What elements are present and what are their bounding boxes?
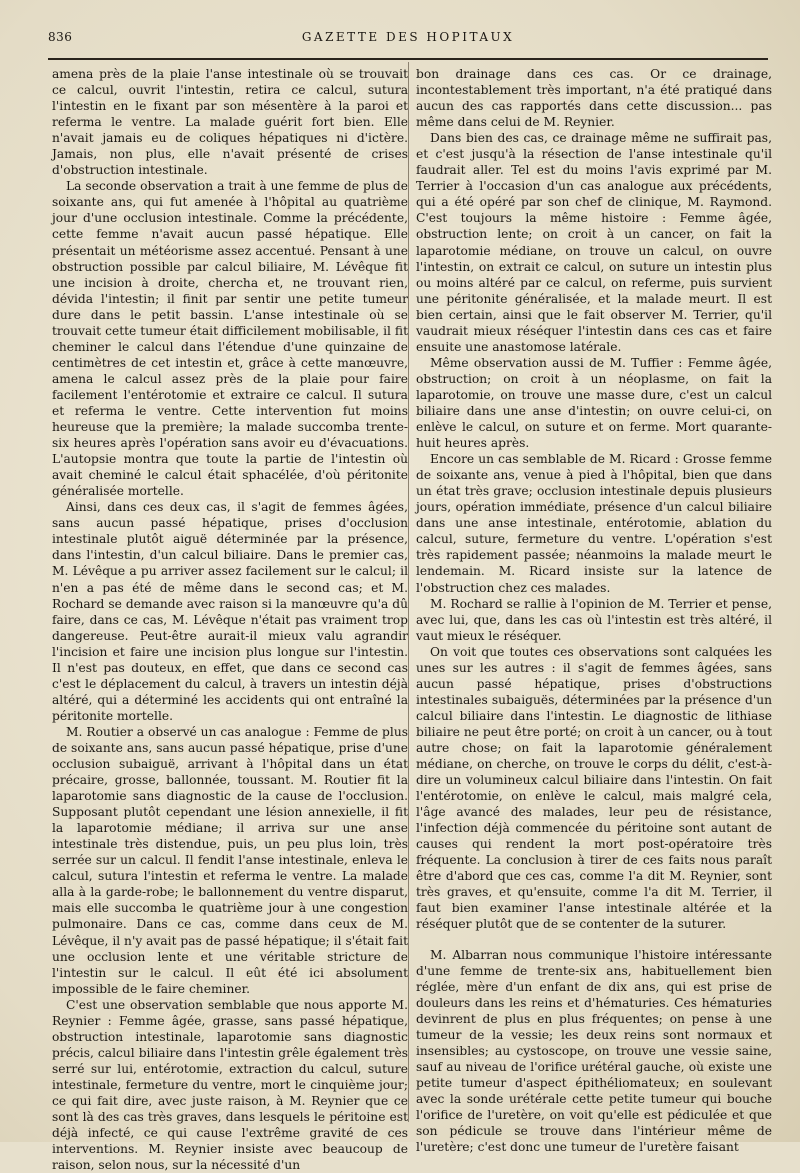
paragraph: C'est une observation semblable que nous apporte M. Reynier : Femme âgée, grasse, sans passé hépatique, obstruction intestinale, laparotomie sans diagnostic précis, calcul biliaire dans l'intestin grêle également très serré sur lui, entérotomie, extraction du calcul, suture intestinale, fermeture du ventre, mort le cinquième jour; ce qui fait dire, avec juste raison, à M. Reynier que ce sont là des cas très graves, dans lesquels le péritoine est déjà infecté, ce qui cause l'extrême gravité de ces interventions. M. Reynier insiste avec beaucoup de raison, selon nous, sur la nécessité d'un [52, 997, 408, 1173]
column-divider [408, 62, 409, 1122]
paragraph: Ainsi, dans ces deux cas, il s'agit de femmes âgées, sans aucun passé hépatique, prises d'occlusion intestinale plutôt aiguë déterminée par la présence, dans l'intestin, d'un calcul biliaire. Dans le premier cas, M. Lévêque a pu arriver assez facilement sur le calcul; il n'en a pas été de même dans le second cas; et M. Rochard se demande avec raison si la manœuvre qu'a dû faire, dans ce cas, M. Lévêque n'était pas vraiment trop dangereuse. Peut-être aurait-il mieux valu agrandir l'incision et faire une incision plus longue sur l'intestin. Il n'est pas douteux, en effet, que dans ce second cas c'est le déplacement du calcul, à travers un intestin déjà altéré, qui a déterminé les accidents qui ont entraîné la péritonite mortelle. [52, 500, 408, 723]
page-number: 836 [48, 30, 73, 44]
paragraph: bon drainage dans ces cas. Or ce drainage, incontestablement très important, n'a été pratiqué dans aucun des cas rapportés dans cette discussion... pas même dans celui de M. Reynier. [416, 67, 772, 130]
paragraph: M. Routier a observé un cas analogue : Femme de plus de soixante ans, sans aucun passé hépatique, prise d'une occlusion subaiguë, arrivant à l'hôpital dans un état précaire, grosse, ballonnée, toussant. M. Routier fit la laparotomie sans diagnostic de la cause de l'occlusion. Supposant plutôt cependant une lésion annexielle, il fit la laparotomie médiane; il arriva sur une anse intestinale très distendue, puis, un peu plus loin, très serrée sur un calcul. Il fendit l'anse intestinale, enleva le calcul, sutura l'intestin et referma le ventre. La malade alla à la garde-robe; le ballonnement du ventre disparut, mais elle succomba le quatrième jour à une congestion pulmonaire. Dans ce cas, comme dans ceux de M. Lévêque, il n'y avait pas de passé hépatique; il s'était fait une occlusion lente et une véritable stricture de l'intestin sur le calcul. Il eût été ici absolument impossible de le faire cheminer. [52, 724, 408, 996]
paragraph: Dans bien des cas, ce drainage même ne suffirait pas, et c'est jusqu'à la résection de l'anse intestinale qu'il faudrait aller. Tel est du moins l'avis exprimé par M. Terrier à l'occasion d'un cas analogue aux précédents, qui a été opéré par son chef de clinique, M. Raymond. C'est toujours la même histoire : Femme âgée, obstruction lente; on croit à un cancer, on fait la laparotomie médiane, on trouve un calcul, on ouvre l'intestin, on extrait ce calcul, on suture un intestin plus ou moins altéré par ce calcul, on referme, puis survient une péritonite généralisée, et la malade meurt. Il est bien certain, ainsi que le fait observer M. Terrier, qu'il vaudrait mieux réséquer l'intestin dans ces cas et faire ensuite une anastomose latérale. [416, 131, 772, 354]
left-column [52, 66, 408, 1173]
header-rule [48, 58, 768, 60]
paragraph: Encore un cas semblable de M. Ricard : Grosse femme de soixante ans, venue à pied à l'hôpital, bien que dans un état très grave; occlusion intestinale depuis plusieurs jours, opération immédiate, présence d'un calcul biliaire dans une anse intestinale, entérotomie, ablation du calcul, suture, fermeture du ventre. L'opération s'est très rapidement passée; néanmoins la malade meurt le lendemain. M. Ricard insiste sur la latence de l'obstruction chez ces malades. [416, 452, 772, 595]
paragraph: M. Rochard se rallie à l'opinion de M. Terrier et pense, avec lui, que, dans les cas où l'intestin est très altéré, il vaut mieux le réséquer. [416, 596, 772, 643]
paragraph: M. Albarran nous communique l'histoire intéressante d'une femme de trente-six ans, habituellement bien réglée, mère d'un enfant de dix ans, qui est prise de douleurs dans les reins et d'hématuries. Ces hématuries devinrent de plus en plus fréquentes; on pense à une tumeur de la vessie; les deux reins sont normaux et insensibles; au cystoscope, on trouve une vessie saine, sauf au niveau de l'orifice urétéral gauche, où existe une petite tumeur d'aspect épithéliomateux; en soulevant avec la sonde urétérale cette petite tumeur qui bouche l'orifice de l'uretère, on voit qu'elle est pédiculée et que son pédicule se trouve dans l'intérieur même de l'uretère; c'est donc une tumeur de l'uretère faisant [416, 947, 772, 1155]
right-column [416, 66, 772, 1155]
page-header [48, 30, 768, 52]
journal-title: GAZETTE DES HOPITAUX [301, 30, 515, 44]
paragraph: Même observation aussi de M. Tuffier : Femme âgée, obstruction; on croit à un néoplasme, on fait la laparotomie, on trouve une masse dure, c'est un calcul biliaire dans une anse d'intestin; on ouvre celui-ci, on enlève le calcul, on suture et on ferme. Mort quarante-huit heures après. [416, 355, 772, 451]
paragraph: amena près de la plaie l'anse intestinale où se trouvait ce calcul, ouvrit l'intestin, retira ce calcul, sutura l'intestin en le fixant par son mésentère à la paroi et referma le ventre. La malade guérit fort bien. Elle n'avait jamais eu de coliques hépatiques ni d'ictère. Jamais, non plus, elle n'avait présenté de crises d'obstruction intestinale. [52, 67, 408, 178]
paragraph: La seconde observation a trait à une femme de plus de soixante ans, qui fut amenée à l'hôpital au quatrième jour d'une occlusion intestinale. Comme la précédente, cette femme n'avait aucun passé hépatique. Elle présentait un météorisme assez accentué. Pensant à une obstruction possible par calcul biliaire, M. Lévêque fit une incision à droite, chercha et, ne trouvant rien, dévida l'intestin; il finit par sentir une petite tumeur dure dans le petit bassin. L'anse intestinale où se trouvait cette tumeur était difficilement mobilisable, il fit cheminer le calcul dans l'étendue d'une quinzaine de centimètres de cet intestin et, grâce à cette manœuvre, amena le calcul assez près de la plaie pour faire facilement l'entérotomie et extraire ce calcul. Il sutura et referma le ventre. Cette intervention fut moins heureuse que la première; la malade succomba trente-six heures après l'opération sans avoir eu d'évacuations. L'autopsie montra que toute la partie de l'intestin où avait cheminé le calcul était sphacélée, d'où péritonite généralisée mortelle. [52, 179, 408, 499]
paragraph: On voit que toutes ces observations sont calquées les unes sur les autres : il s'agit de femmes âgées, sans aucun passé hépatique, prises d'obstructions intestinales subaiguës, déterminées par la présence d'un calcul biliaire dans l'intestin. Le diagnostic de lithiase biliaire ne peut être porté; on croit à un cancer, ou à tout autre chose; on fait la laparotomie généralement médiane, on cherche, on trouve le corps du délit, c'est-à-dire un volumineux calcul biliaire dans l'intestin. On fait l'entérotomie, on enlève le calcul, mais malgré cela, l'âge avancé des malades, leur peu de résistance, l'infection déjà commencée du péritoine sont autant de causes qui rendent la mort post-opératoire très fréquente. La conclusion à tirer de ces faits nous paraît être d'abord que ces cas, comme l'a dit M. Reynier, sont très graves, et qu'ensuite, comme l'a dit M. Terrier, il faut bien examiner l'anse intestinale altérée et la réséquer plutôt que de se contenter de la suturer. [416, 644, 772, 932]
